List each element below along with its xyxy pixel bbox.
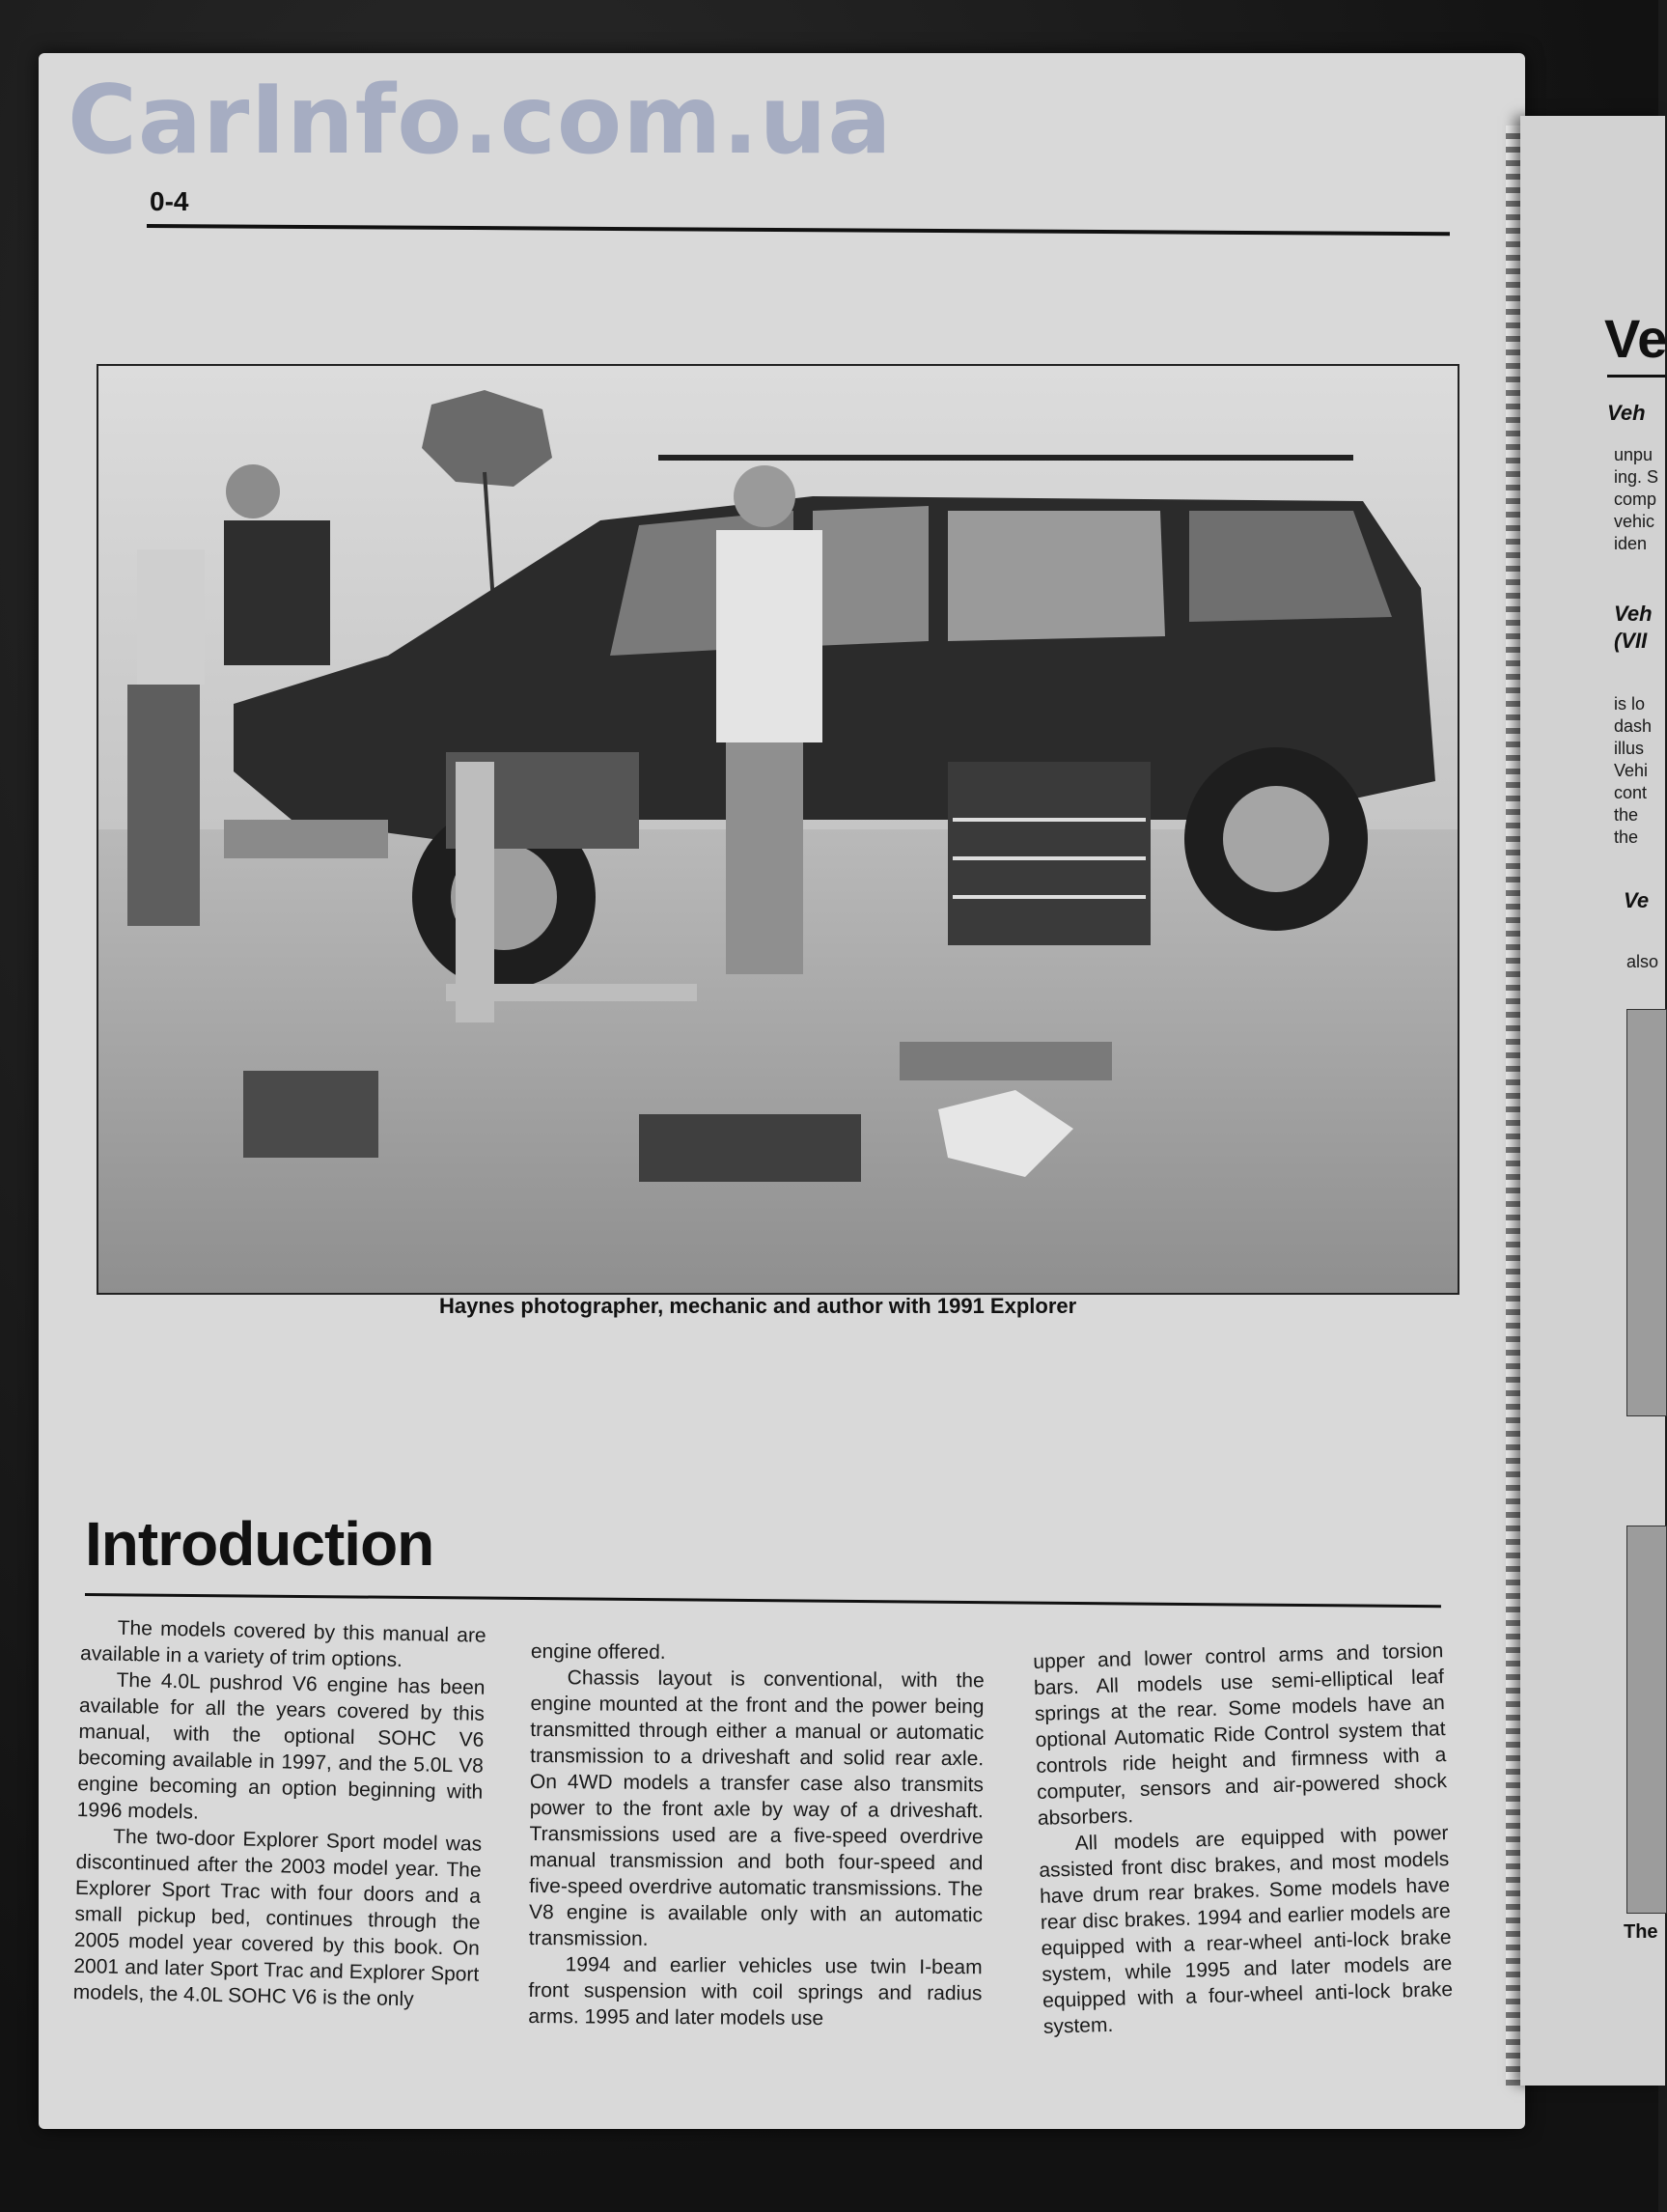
paragraph: 1994 and earlier vehicles use twin I-beam front suspension with coil springs and radius arms. 1995 and later models use [528, 1953, 983, 2030]
right-page-subheading: Ve [1624, 888, 1650, 912]
paragraph: Chassis layout is conventional, with the engine mounted at the front and the power being transmitted through either a manual or automatic transmission to a driveshaft and solid rear axle. On 4WD models a transfer case also transmits power to the front axle by way of a driveshaft. Transmissions used are a five-speed overdrive manual transmission and both four-speed and five-speed overdrive automatic transmissions. The V8 engine is available only with an automatic transmission. [528, 1666, 985, 1950]
right-page-photo [1626, 1526, 1667, 1914]
section-title: Introduction [85, 1509, 434, 1579]
text-column-3 [1033, 1638, 1454, 2040]
right-page-photo [1626, 1009, 1667, 1416]
photo-illustration [98, 366, 1458, 1293]
right-page-subheading: Veh [1607, 401, 1646, 425]
right-page-caption: The [1624, 1921, 1658, 1943]
right-page-rule [1607, 375, 1665, 378]
text-column-1 [73, 1614, 486, 2014]
right-page-subheading: Veh (VII [1614, 602, 1653, 653]
paragraph: The two-door Explorer Sport model was discontinued after the 2003 model year. The Explorer Sport Trac with four doors and a small pickup bed, continues through the 2005 model year covered by this book. On 2001 and later Sport Trac and Explorer Sport models, the 4.0L SOHC V6 is the only [72, 1825, 483, 2011]
paragraph: All models are equipped with power assisted front disc brakes, and most models have drum rear brakes. Some models have rear disc brakes. 1994 and earlier models are equipped with a rear-wheel anti-lock brake system, while 1995 and later models are equipped with a four-wheel anti-lock brake system. [1039, 1822, 1454, 2038]
right-page-text: unpu ing. S comp vehic iden [1614, 445, 1659, 553]
explorer-photo [97, 364, 1459, 1295]
paragraph: The 4.0L pushrod V6 engine has been available for all the years covered by this manual, with the optional SOHC V6 becoming available in 1997, and the 5.0L V8 engine becoming an option beginning with 1996 models. [76, 1668, 486, 1824]
right-page-heading: Ve [1604, 308, 1667, 369]
text-column-2 [528, 1638, 985, 2032]
page-number: 0-4 [150, 186, 189, 216]
right-page-text: is lo dash illus Vehi cont the the [1614, 694, 1653, 847]
photo-caption: Haynes photographer, mechanic and author with 1991 Explorer [439, 1294, 1077, 1318]
paragraph: engine offered. [530, 1640, 666, 1664]
watermark: CarInfo.com.ua [68, 66, 893, 176]
paragraph: upper and lower control arms and torsion bars. All models use semi-elliptical leaf springs at the rear. Some models have an optional Automatic Ride Control system that controls ride height and firmness with a computer, sensors and air-powered shock absorbers. [1033, 1639, 1448, 1830]
right-page-text: also [1626, 952, 1659, 971]
paragraph: The models covered by this manual are available in a variety of trim options. [79, 1616, 486, 1671]
